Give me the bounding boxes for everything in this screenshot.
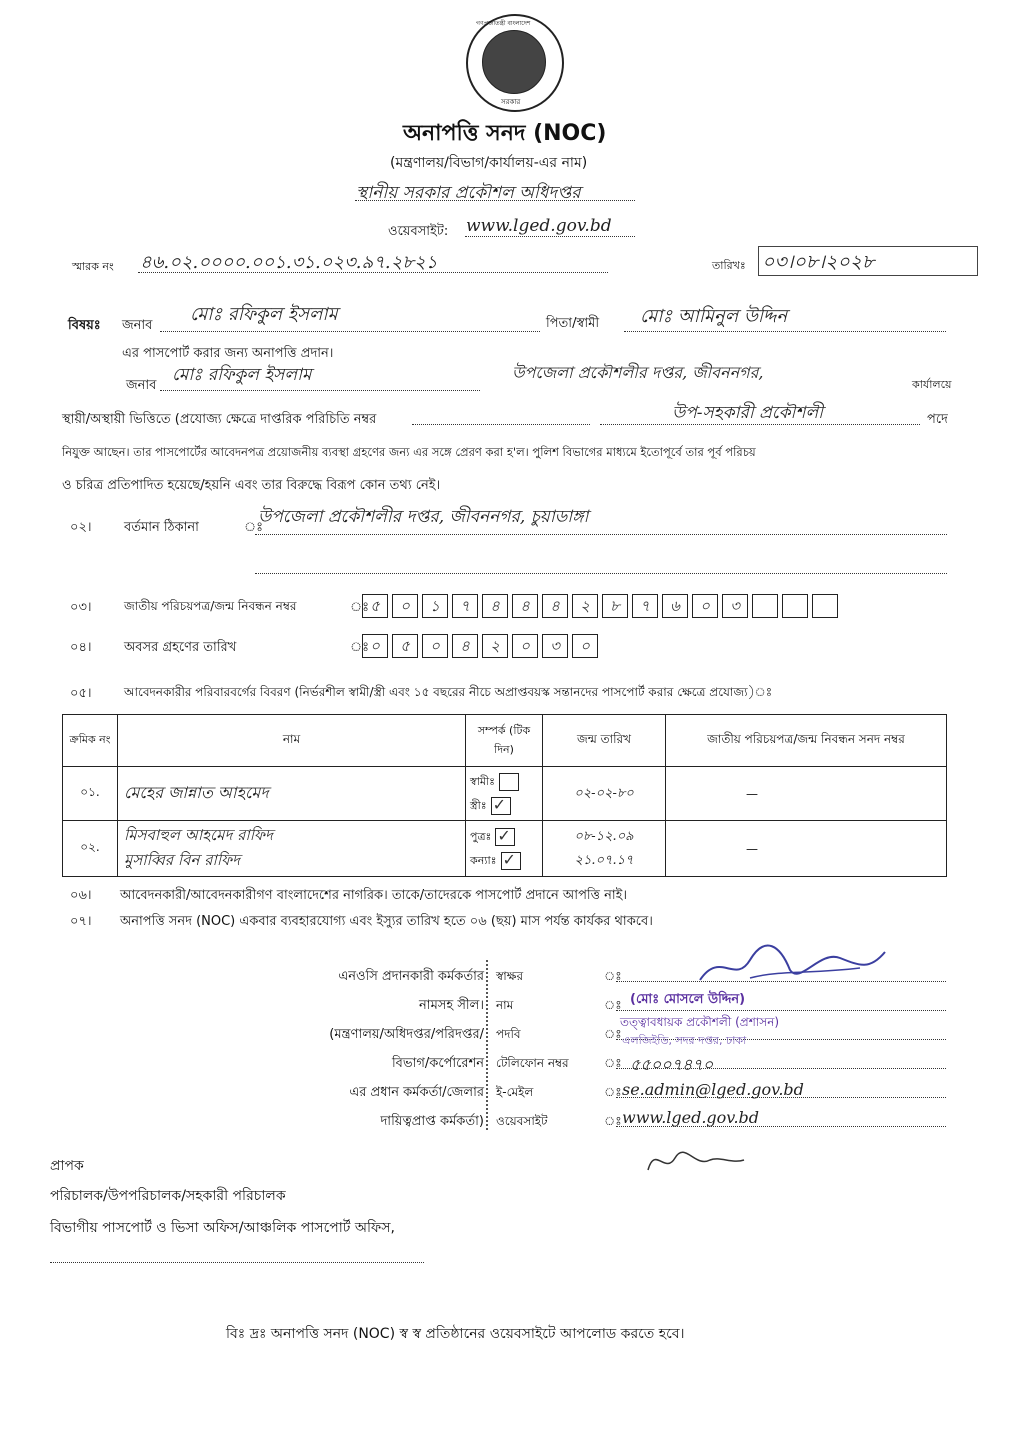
subject-mr-label: জনাব [122,318,153,333]
header-id: জাতীয় পরিচয়পত্র/জন্ম নিবন্ধন সনদ নম্বর [666,715,947,767]
body-line2: স্থায়ী/অস্থায়ী ভিত্তিতে (প্রযোজ্য ক্ষেত্রে দাপ্তরিক পরিচিতি নম্বর [62,412,377,427]
seal-top-text: গণপ্রজাতন্ত্রী বাংলাদেশ [476,20,531,27]
signatory-line: এর প্রধান কর্মকর্তা/জেলার [349,1085,484,1100]
body-name: মোঃ রফিকুল ইসলাম [172,365,312,385]
signatory-phone: ৫৫০০৭৪৭০ [630,1055,714,1074]
official-stamp-office: এলজিইডি, সদর দপ্তর, ঢাকা [622,1034,747,1047]
row-relation-cell [466,767,543,821]
relation-daughter-checkbox[interactable] [501,849,521,870]
nid-digit-box [782,594,808,618]
body-office: উপজেলা প্রকৌশলীর দপ্তর, জীবননগর, [512,363,764,382]
item-05-label: আবেদনকারীর পরিবারবর্গের বিবরণ (নির্ভরশীল স্বামী/স্ত্রী এবং ১৫ বছরের নীচে অপ্রাপ্তবয়স্ক সন্তানদের পাসপোর্ট করার ক্ষেত্রে প্রযোজ্য)ঃ [124,685,773,699]
relation-wife-label: স্ত্রীঃ [470,798,487,812]
current-address: উপজেলা প্রকৌশলীর দপ্তর, জীবননগর, চুয়াডাঙ্গা [258,507,589,527]
row-dob-cell [543,767,666,821]
nid-digit-box: ৭ [632,594,658,618]
designation-line [600,424,920,425]
retirement-digit-box: ০ [572,634,598,658]
family-table-header [63,715,947,767]
body-mr-label: জনাব [126,378,157,393]
row-name: মেহের জান্নাত আহমেদ [124,783,269,802]
relation-wife-checkbox[interactable] [491,794,511,815]
nid-digit-box: ৪ [512,594,538,618]
signatory-line: বিভাগ/কর্পোরেশন [391,1056,484,1071]
item-03-label: জাতীয় পরিচয়পত্র/জন্ম নিবন্ধন নম্বর [124,599,297,613]
relation-daughter-label: কন্যাঃ [470,853,497,867]
item-02-number: ০২। [70,520,92,535]
body-line3: নিযুক্ত আছেন। তার পাসপোর্টের আবেদনপত্র প্রয়োজনীয় ব্যবস্থা গ্রহণের জন্য এর সঙ্গে প্রেরণ করা হ'ল। পুলিশ বিভাগের মাধ্যমে ইতোপূর্বে তার পূর্ব পরিচয় [62,445,756,459]
signatory-line: নামসহ সীল। [419,998,484,1013]
item-03-number: ০৩। [70,600,92,615]
item-04-number: ০৪। [70,640,92,655]
signatory-colons: ঃ ঃ ঃ ঃ ঃ ঃ [604,969,622,1128]
row-name: মিসবাহুল আহমেদ রাফিদ [124,825,273,844]
official-id-line [412,424,590,425]
retirement-digit-box: ২ [482,634,508,658]
office-name-line [355,200,635,201]
item-04-colon: ঃ [350,640,370,655]
item-03-colon: ঃ [350,600,370,615]
row-id-cell [666,767,947,821]
nid-digit-box: ৪ [542,594,568,618]
designation-label: পদবি [496,1027,521,1041]
row-id-cell [666,821,947,877]
row-serial: ০১. [63,767,118,821]
subject-father-name: মোঃ আমিনুল উদ্দিন [640,306,788,327]
website-field-label: ওয়েবসাইট [496,1114,548,1128]
nid-digit-box: ০ [692,594,718,618]
check-mark-icon: ✓ [492,794,506,814]
row-dob-2: ০২-০২-৮০ [574,785,634,801]
nid-digit-box: ১ [422,594,448,618]
website-line [465,236,635,237]
subject-father-label: পিতা/স্বামী [546,316,600,331]
row-serial: ০২. [63,821,118,877]
signatory-line: (মন্ত্রণালয়/অধিদপ্তর/পরিদপ্তর/ [329,1027,484,1042]
name-label: নাম [496,998,514,1012]
row-name-cell [118,821,466,877]
signatory-website: www.lged.gov.bd [622,1108,760,1127]
nid-digit-box: ৬ [662,594,688,618]
row-relation-cell [466,821,543,877]
date-label: তারিখঃ [712,259,746,272]
header-name: নাম [118,715,466,767]
header-dob: জন্ম তারিখ [543,715,666,767]
nid-digit-box: ০ [392,594,418,618]
official-stamp-title: তত্ত্বাবধায়ক প্রকৌশলী (প্রশাসন) [620,1015,780,1029]
nid-digit-box: ৩ [722,594,748,618]
nid-digit-box: ২ [572,594,598,618]
item-02-colon: ঃ [244,520,264,535]
document-subtitle: (মন্ত্রণালয়/বিভাগ/কার্যালয়-এর নাম) [390,155,588,171]
recipient-address-line [50,1262,424,1263]
item-05-number: ০৫। [70,686,92,701]
nid-digit-box: ৮ [602,594,628,618]
retirement-digit-box: ৪ [452,634,478,658]
signatory-email: se.admin@lged.gov.bd [622,1080,804,1099]
item-06-number: ০৬। [70,888,92,903]
signature-label: স্বাক্ষর [496,969,524,983]
nid-digit-boxes [362,594,838,620]
relation-husband-label: স্বামীঃ [470,774,496,788]
row-id: — [746,841,758,856]
seal-inner-ring [482,30,546,94]
recipient-line-2: বিভাগীয় পাসপোর্ট ও ভিসা অফিস/আঞ্চলিক পাসপোর্ট অফিস, [50,1220,395,1236]
initial-signature [640,1140,750,1180]
nid-digit-box: ৭ [452,594,478,618]
subject-purpose: এর পাসপোর্ট করার জন্য অনাপত্তি প্রদান। [122,346,334,361]
address-line-1 [255,534,947,535]
row-name-cell [118,767,466,821]
subject-name-line [160,331,540,332]
retirement-digit-box: ০ [512,634,538,658]
signatory-bracket [486,960,494,1130]
office-name: স্থানীয় সরকার প্রকৌশল অধিদপ্তর [356,183,581,203]
phone-label: টেলিফোন নম্বর [496,1056,569,1070]
memo-label: স্মারক নং [72,260,114,273]
nid-digit-box: ৫ [362,594,388,618]
relation-husband-checkbox[interactable] [499,773,519,791]
item-04-label: অবসর গ্রহণের তারিখ [124,640,237,655]
family-table [62,714,947,877]
signatory-labels [496,962,569,1136]
nid-digit-box [752,594,778,618]
official-stamp-name: (মোঃ মোসলে উদ্দিন) [630,992,746,1007]
memo-number: ৪৬.০২.০০০০.০০১.৩১.০২৩.৯৭.২৮২১ [140,252,438,273]
memo-line [138,272,608,273]
nid-digit-box [812,594,838,618]
date-value: ০৩।০৮।২০২৮ [762,251,875,273]
relation-son-checkbox[interactable] [495,825,515,846]
item-07-text: অনাপত্তি সনদ (NOC) একবার ব্যবহারযোগ্য এবং ইস্যুর তারিখ হতে ০৬ (ছয়) মাস পর্যন্ত কার্যকর থাকবে। [120,914,653,929]
row-dob-1: ০৮-১২.০৯ [574,828,634,844]
table-row [63,767,947,821]
row-name-2: মুসাব্বির বিন রাফিদ [124,850,240,869]
check-mark-icon: ✓ [497,825,511,845]
retirement-digit-boxes [362,634,598,660]
website-value: www.lged.gov.bd [466,216,612,236]
signatory-left-text [230,962,484,1136]
subject-name: মোঃ রফিকুল ইসলাম [190,304,338,325]
website-label: ওয়েবসাইট: [388,224,449,239]
government-seal [466,14,564,112]
body-designation: উপ-সহকারী প্রকৌশলী [672,403,823,423]
email-label: ই-মেইল [496,1085,534,1099]
seal-bottom-text: সরকার [501,98,521,106]
item-02-label: বর্তমান ঠিকানা [124,520,199,535]
row-dob-cell [543,821,666,877]
recipient-line-1: পরিচালক/উপপরিচালক/সহকারী পরিচালক [50,1188,286,1204]
body-name-line [160,390,480,391]
nid-digit-box: ৪ [482,594,508,618]
check-mark-icon: ✓ [502,849,516,869]
body-designation-suffix: পদে [927,412,948,427]
header-serial: ক্রমিক নং [63,715,118,767]
retirement-digit-box: ০ [362,634,388,658]
document-title: অনাপত্তি সনদ (NOC) [403,121,607,146]
table-row [63,821,947,877]
row-dob-2: ২১.০৭.১৭ [574,852,634,868]
retirement-digit-box: ০ [422,634,448,658]
relation-son-label: পুত্রঃ [470,829,492,843]
signatory-line: দায়িত্বপ্রাপ্ত কর্মকর্তা) [380,1114,484,1129]
handwritten-signature [690,940,890,990]
body-office-suffix: কার্যালয়ে [912,378,952,391]
retirement-digit-box: ৫ [392,634,418,658]
recipient-label: প্রাপক [50,1158,84,1174]
header-relation: সম্পর্ক (টিক দিন) [466,715,543,767]
date-box [758,246,978,276]
subject-label: বিষয়ঃ [68,318,101,333]
subject-father-line [624,331,946,332]
item-07-number: ০৭। [70,914,92,929]
retirement-digit-box: ৩ [542,634,568,658]
item-06-text: আবেদনকারী/আবেদনকারীগণ বাংলাদেশের নাগরিক। তাকে/তাদেরকে পাসপোর্ট প্রদানে আপত্তি নাই। [120,888,628,903]
body-line4: ও চরিত্র প্রতিপাদিত হয়েছে/হয়নি এবং তার বিরুদ্ধে বিরূপ কোন তথ্য নেই। [62,478,441,493]
footer-note: বিঃ দ্রঃ অনাপত্তি সনদ (NOC) স্ব স্ব প্রতিষ্ঠানের ওয়েবসাইটে আপলোড করতে হবে। [226,1326,685,1342]
row-id: — [746,786,758,801]
signatory-line: এনওসি প্রদানকারী কর্মকর্তার [338,969,484,984]
address-line-2 [255,573,947,574]
